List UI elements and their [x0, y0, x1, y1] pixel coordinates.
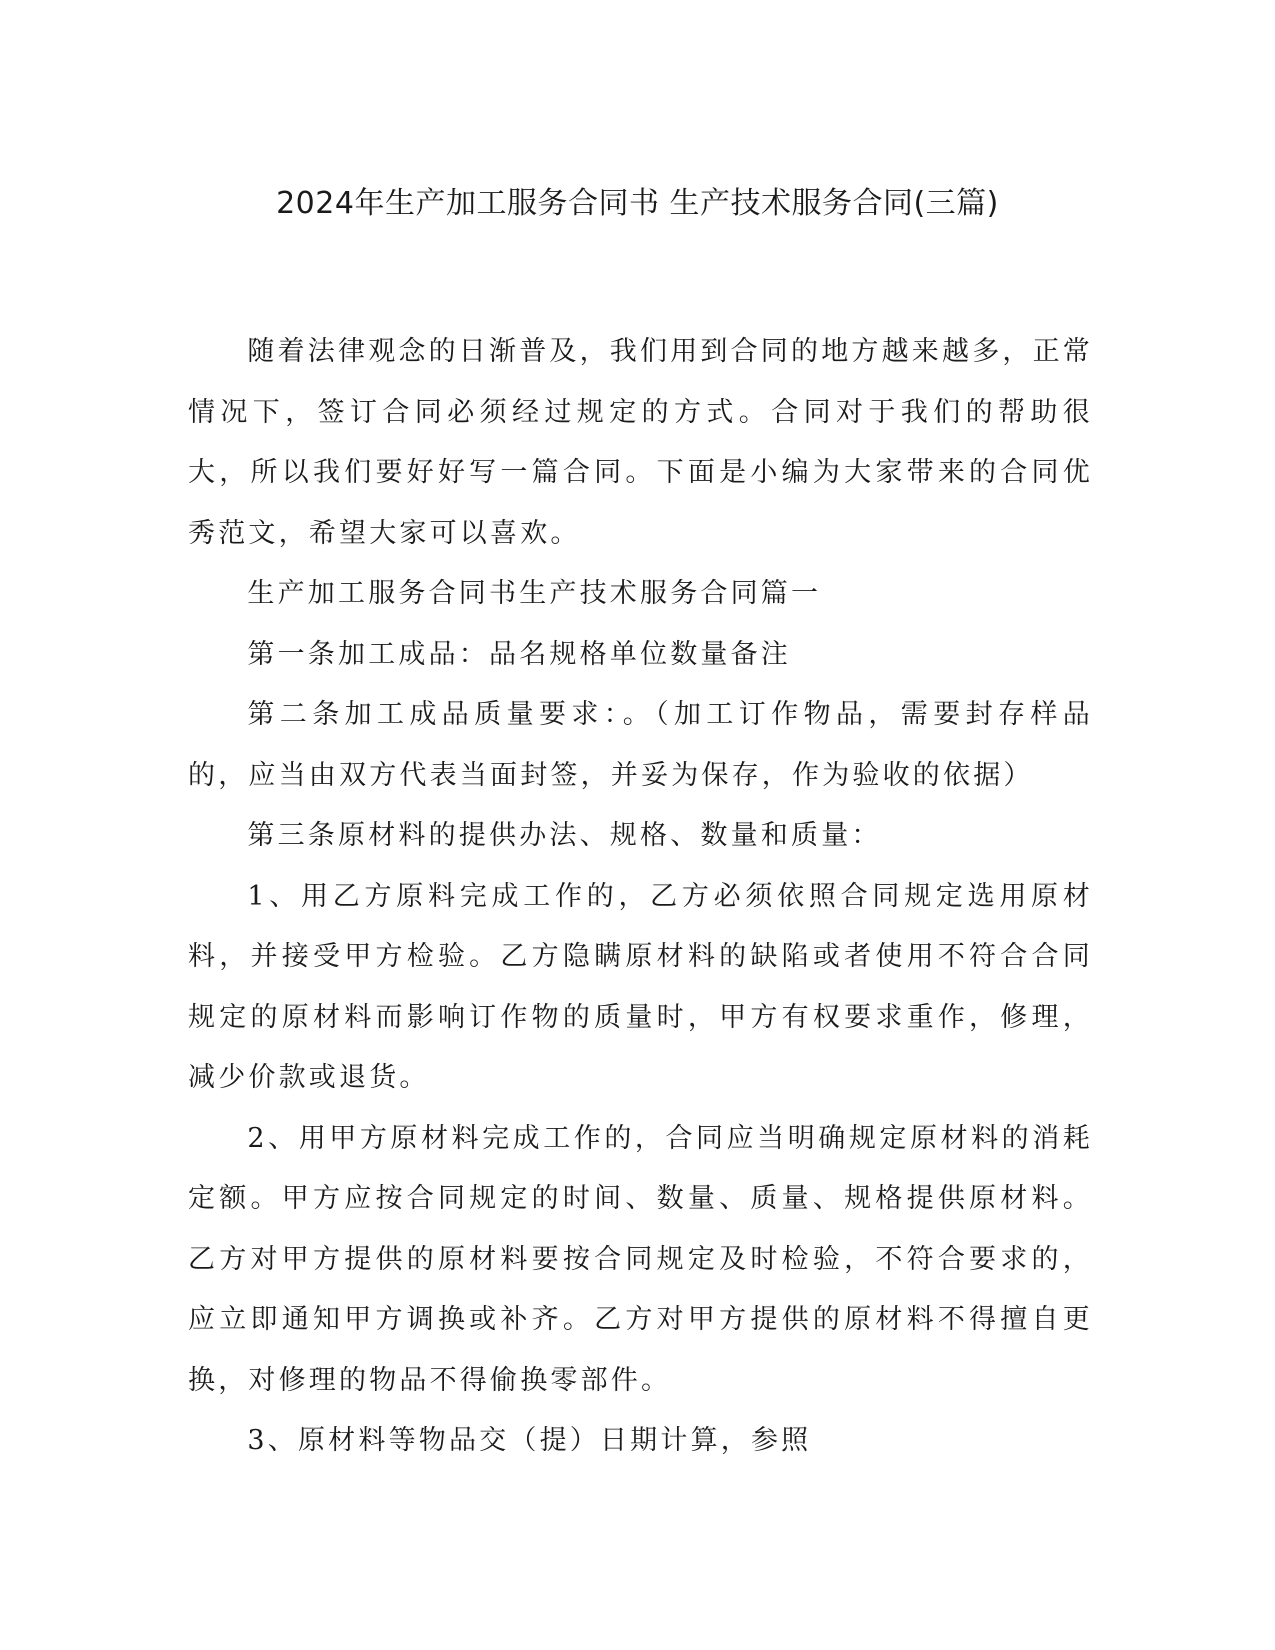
document-title: 2024年生产加工服务合同书 生产技术服务合同(三篇)	[276, 186, 999, 221]
article-3: 第三条原材料的提供办法、规格、数量和质量：	[247, 820, 882, 851]
article-2: 第二条加工成品质量要求：。（加工订作物品，需要封存样品的，应当由双方代表当面封签，并妥为保存，作为验收的依据）	[188, 699, 1093, 791]
article-1: 第一条加工成品：品名规格单位数量备注	[247, 638, 791, 670]
article-3-item-3: 3、原材料等物品交（提）日期计算，参照	[247, 1425, 812, 1456]
section-heading: 生产加工服务合同书生产技术服务合同篇一	[247, 578, 822, 609]
article-3-item-1: 1、用乙方原料完成工作的，乙方必须依照合同规定选用原材料，并接受甲方检验。乙方隐瞒原材料的缺陷或者使用不符合合同规定的原材料而影响订作物的质量时，甲方有权要求重作，修理，减少价款或退货。	[188, 880, 1093, 1093]
intro-paragraph: 随着法律观念的日渐普及，我们用到合同的地方越来越多，正常情况下，签订合同必须经过规定的方式。合同对于我们的帮助很大，所以我们要好好写一篇合同。下面是小编为大家带来的合同优秀范文，希望大家可以喜欢。	[188, 336, 1093, 549]
article-3-item-2: 2、用甲方原材料完成工作的，合同应当明确规定原材料的消耗定额。甲方应按合同规定的时间、数量、质量、规格提供原材料。乙方对甲方提供的原材料要按合同规定及时检验，不符合要求的，应立即通知甲方调换或补齐。乙方对甲方提供的原材料不得擅自更换，对修理的物品不得偷换零部件。	[188, 1122, 1093, 1396]
document-body	[188, 322, 1093, 1472]
